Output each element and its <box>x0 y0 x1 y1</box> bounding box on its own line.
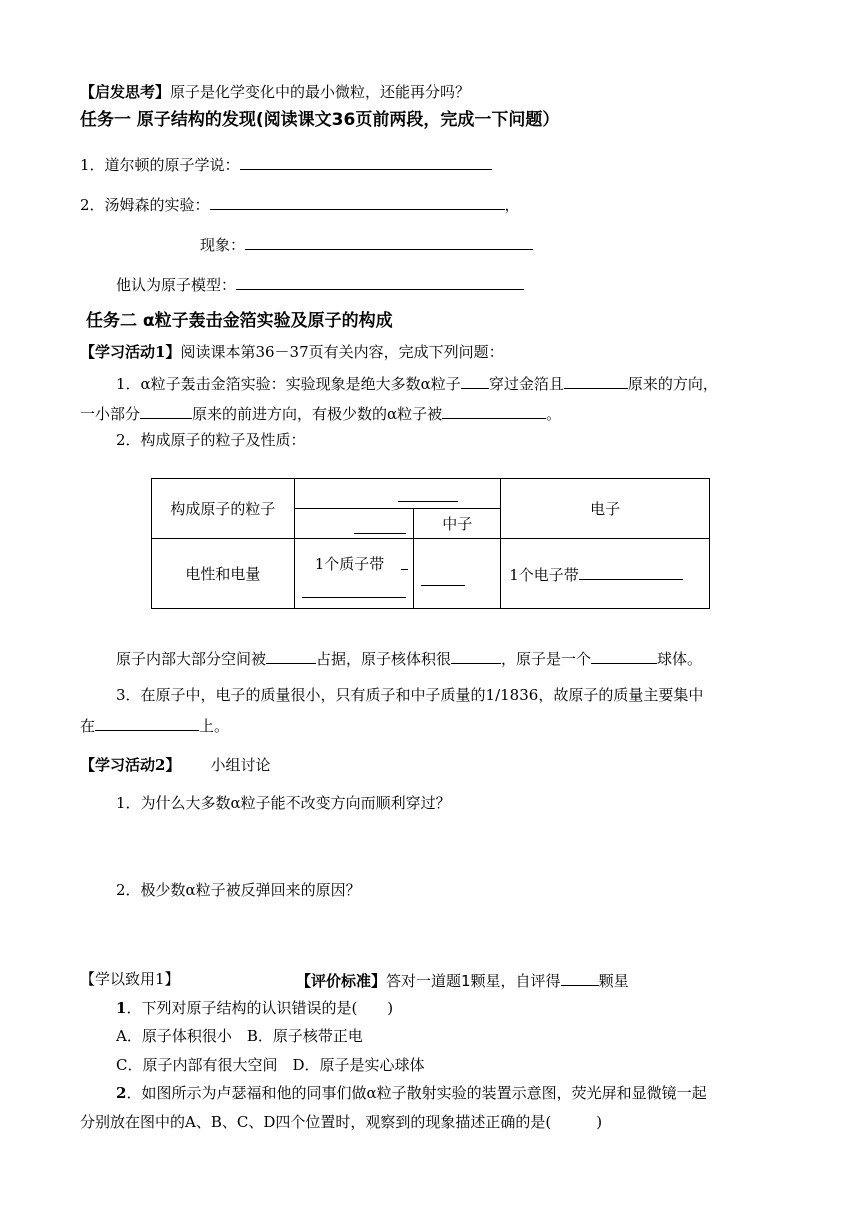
proton-charge-cell <box>294 539 414 609</box>
proton-charge-blank-b[interactable] <box>302 597 406 598</box>
intro-line <box>80 82 470 102</box>
task2-q1-text-a: 1．α粒子轰击金箔实验：实验现象是绝大多数α粒子 <box>116 375 461 393</box>
model-label: 他认为原子模型： <box>116 276 237 294</box>
apply-q2-line2: 分别放在图中的A、B、C、D四个位置时，观察到的现象描述正确的是( ) <box>80 1113 603 1131</box>
activity2-text: 小组讨论 <box>210 756 271 774</box>
task2-q1-text-d: 一小部分 <box>80 405 141 423</box>
activity1-text: 阅读课本第36－37页有关内容，完成下列问题： <box>180 343 504 361</box>
activity2-q1: 1．为什么大多数α粒子能不改变方向而顺利穿过？ <box>116 794 451 812</box>
proton-header-cell <box>294 509 414 539</box>
proton-charge-text: 1个质子带 <box>314 555 385 573</box>
nucleus-header-cell <box>294 479 501 509</box>
task2-q1-text-e: 原来的前进方向，有极少数的α粒子被 <box>192 405 443 423</box>
thomson-experiment-blank[interactable] <box>210 193 505 210</box>
apply-q2-number: 2 <box>116 1084 127 1102</box>
task1-q2-comma: ， <box>504 196 520 214</box>
q3-line1: 3．在原子中，电子的质量很小，只有质子和中子质量的1/1836，故原子的质量主要集中 <box>116 686 704 704</box>
atom-space-text-b: 占据，原子核体积很 <box>316 650 452 668</box>
apply-q1-text: ．下列对原子结构的认识错误的是( ) <box>126 999 394 1017</box>
task1-q1 <box>80 153 492 175</box>
task1-model <box>116 273 524 295</box>
task2-q1-text-f: 。 <box>546 405 562 423</box>
table-header-electron: 电子 <box>501 479 710 539</box>
apply-q1-options-cd: C．原子内部有很大空间 D．原子是实心球体 <box>116 1056 425 1074</box>
activity2-line <box>80 755 270 775</box>
electron-charge-text: 1个电子带 <box>509 565 579 584</box>
q3-text-a: 在 <box>80 717 96 735</box>
table-header-neutron: 中子 <box>414 509 501 539</box>
alpha-straight-blank[interactable] <box>461 372 489 389</box>
nucleus-size-blank[interactable] <box>451 647 501 664</box>
criteria-text-b: 颗星 <box>598 972 629 990</box>
atom-space-text-c: ，原子是一个 <box>501 650 592 668</box>
model-blank[interactable] <box>236 273 524 290</box>
space-occupied-blank[interactable] <box>266 647 316 664</box>
intro-tag: 【启发思考】 <box>80 83 171 101</box>
task2-q2: 2．构成原子的粒子及性质： <box>116 431 306 449</box>
apply-q1-options-ab: A．原子体积很小 B．原子核带正电 <box>116 1027 363 1045</box>
atom-space-text-a: 原子内部大部分空间被 <box>116 650 267 668</box>
table-row-charge-label: 电性和电量 <box>152 539 295 609</box>
phenomenon-label: 现象： <box>200 236 246 254</box>
mass-concentrated-blank[interactable] <box>95 714 199 731</box>
task1-title: 任务一 原子结构的发现(阅读课文36页前两段，完成一下问题） <box>80 110 560 130</box>
phenomenon-blank[interactable] <box>245 233 533 250</box>
self-score-blank[interactable] <box>561 969 599 986</box>
alpha-rebound-blank[interactable] <box>442 402 546 419</box>
criteria-line <box>296 969 629 991</box>
electron-charge-blank[interactable] <box>579 563 683 580</box>
atom-particles-table <box>151 478 710 609</box>
task1-phenomenon <box>200 233 533 255</box>
alpha-direction-blank[interactable] <box>564 372 628 389</box>
atom-space-text-d: 球体。 <box>657 650 703 668</box>
task2-q1-line2 <box>80 402 561 424</box>
activity2-q2: 2．极少数α粒子被反弹回来的原因？ <box>116 881 361 899</box>
activity1-tag: 【学习活动1】 <box>80 343 181 361</box>
electron-charge-cell <box>501 539 710 609</box>
apply-q2-text: ．如图所示为卢瑟福和他的同事们做α粒子散射实验的装置示意图，荧光屏和显微镜一起 <box>126 1084 707 1102</box>
task2-q1-text-b: 穿过金箔且 <box>488 375 564 393</box>
atom-space-line <box>116 647 702 669</box>
neutron-charge-blank[interactable] <box>421 585 465 586</box>
proton-name-blank[interactable] <box>354 533 406 534</box>
apply-q1-number: 1 <box>116 999 127 1017</box>
dalton-answer-blank[interactable] <box>240 153 492 170</box>
alpha-deflect-blank[interactable] <box>140 402 192 419</box>
task1-q1-label: 1．道尔顿的原子学说： <box>80 156 240 174</box>
apply-tag: 【学以致用1】 <box>80 970 180 988</box>
task2-q1-text-c: 原来的方向， <box>627 375 718 393</box>
task1-q2 <box>80 193 520 215</box>
q3-text-b: 上。 <box>199 717 230 735</box>
task2-title: 任务二 α粒子轰击金箔实验及原子的构成 <box>86 311 393 331</box>
task1-q2-label: 2．汤姆森的实验： <box>80 196 210 214</box>
intro-text: 原子是化学变化中的最小微粒，还能再分吗？ <box>170 83 471 101</box>
proton-charge-blank-a[interactable] <box>401 569 408 570</box>
apply-q2-line1 <box>116 1083 707 1103</box>
atom-sphere-blank[interactable] <box>591 647 657 664</box>
apply-q1 <box>116 998 393 1018</box>
q3-line2 <box>80 714 229 736</box>
task2-q1-line1 <box>116 372 718 394</box>
activity2-tag: 【学习活动2】 <box>80 756 181 774</box>
criteria-text-a: 答对一道题1颗星，自评得 <box>386 972 561 990</box>
activity1-line <box>80 342 504 362</box>
criteria-tag: 【评价标准】 <box>296 972 387 990</box>
neutron-charge-cell <box>414 539 501 609</box>
table-header-particles: 构成原子的粒子 <box>152 479 295 539</box>
nucleus-blank[interactable] <box>398 501 458 502</box>
